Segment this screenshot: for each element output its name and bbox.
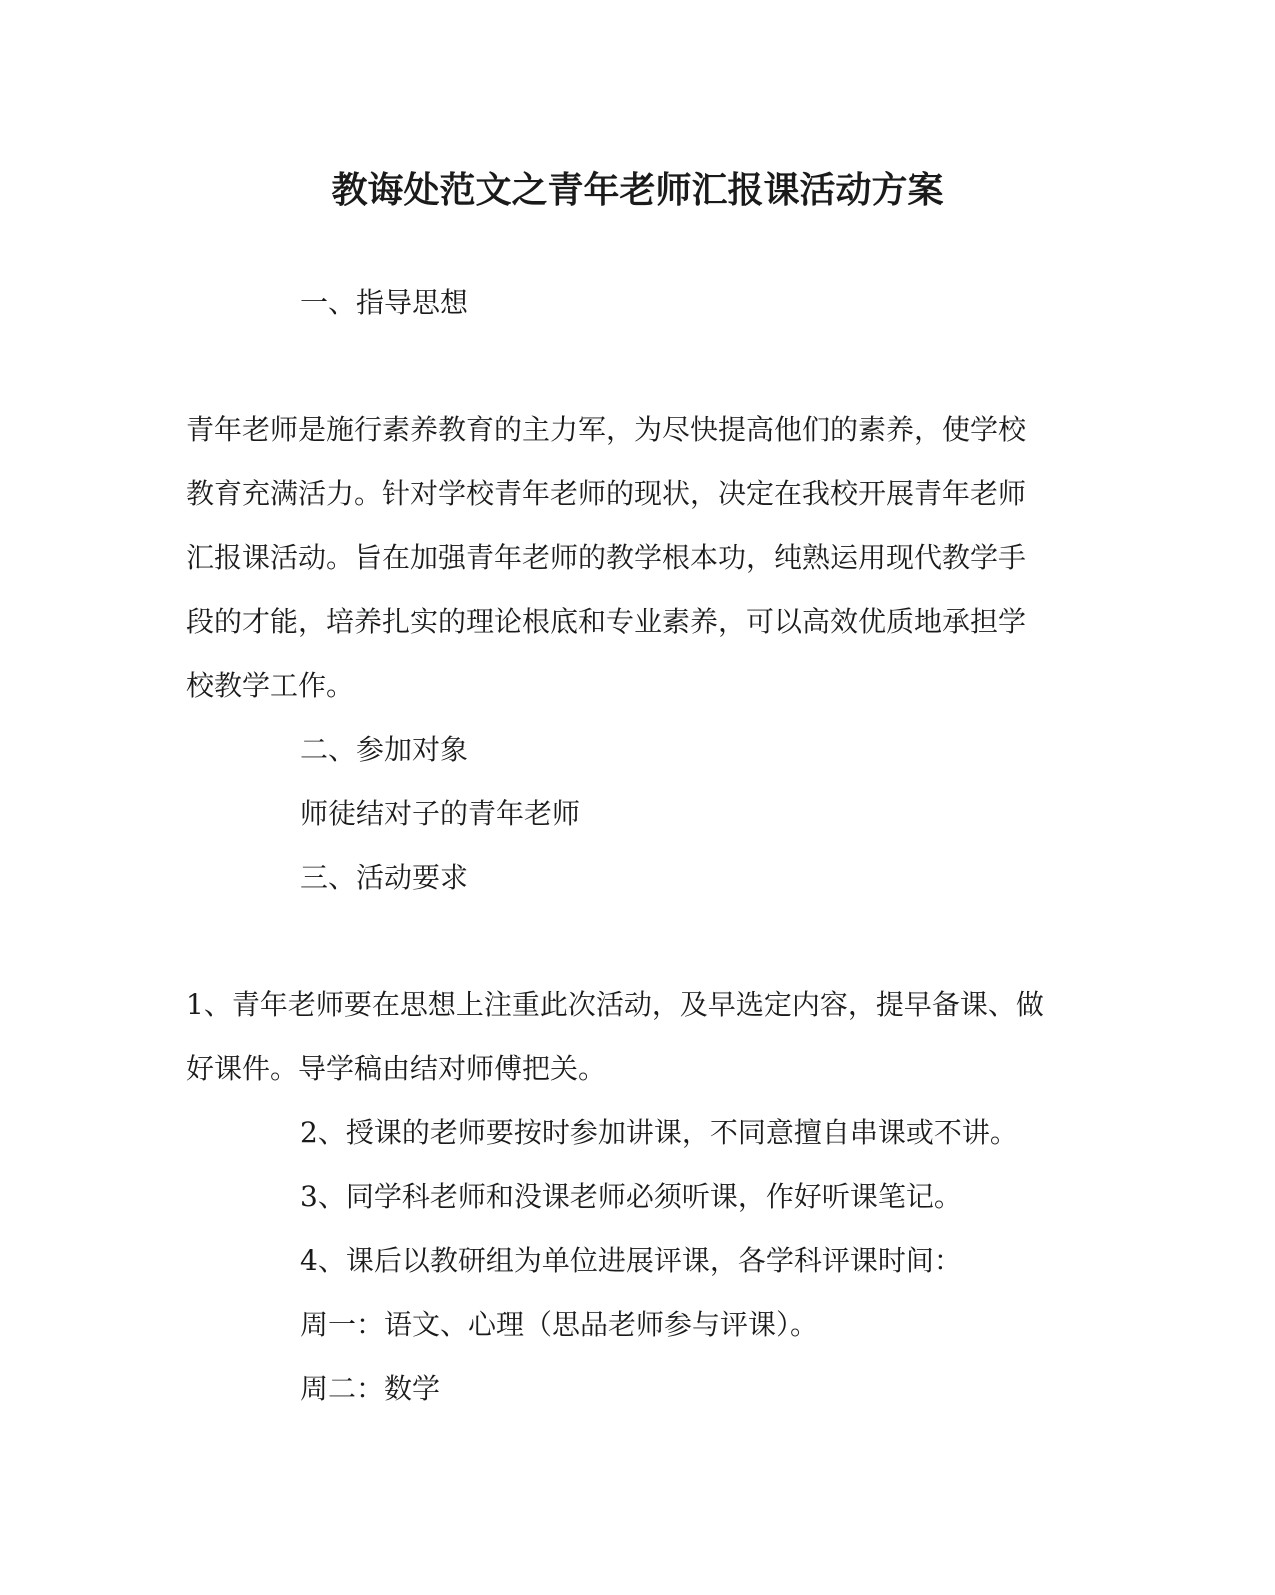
- document-title: 教诲处范文之青年老师汇报课活动方案: [331, 169, 944, 211]
- paragraph-line: 段的才能，培养扎实的理论根底和专业素养，可以高效优质地承担学: [186, 605, 1027, 638]
- paragraph-line: 校教学工作。: [186, 669, 355, 702]
- schedule-item: 周二：数学: [300, 1372, 441, 1405]
- list-item: 好课件。导学稿由结对师傅把关。: [186, 1052, 607, 1085]
- heading-requirements: 三、活动要求: [300, 861, 469, 894]
- heading-guiding-thought: 一、指导思想: [300, 286, 469, 319]
- paragraph-line: 师徒结对子的青年老师: [300, 797, 581, 830]
- list-item: 1、青年老师要在思想上注重此次活动，及早选定内容，提早备课、做: [186, 988, 1044, 1021]
- paragraph-line: 教育充满活力。针对学校青年老师的现状，决定在我校开展青年老师: [186, 477, 1027, 510]
- list-item: 3、同学科老师和没课老师必须听课，作好听课笔记。: [300, 1180, 962, 1213]
- paragraph-line: 汇报课活动。旨在加强青年老师的教学根本功，纯熟运用现代教学手: [186, 541, 1027, 574]
- schedule-item: 周一：语文、心理（思品老师参与评课）。: [300, 1308, 819, 1341]
- list-item: 2、授课的老师要按时参加讲课，不同意擅自串课或不讲。: [300, 1116, 1018, 1149]
- heading-participants: 二、参加对象: [300, 733, 469, 766]
- paragraph-line: 青年老师是施行素养教育的主力军，为尽快提高他们的素养，使学校: [186, 413, 1027, 446]
- list-item: 4、课后以教研组为单位进展评课，各学科评课时间：: [300, 1244, 962, 1277]
